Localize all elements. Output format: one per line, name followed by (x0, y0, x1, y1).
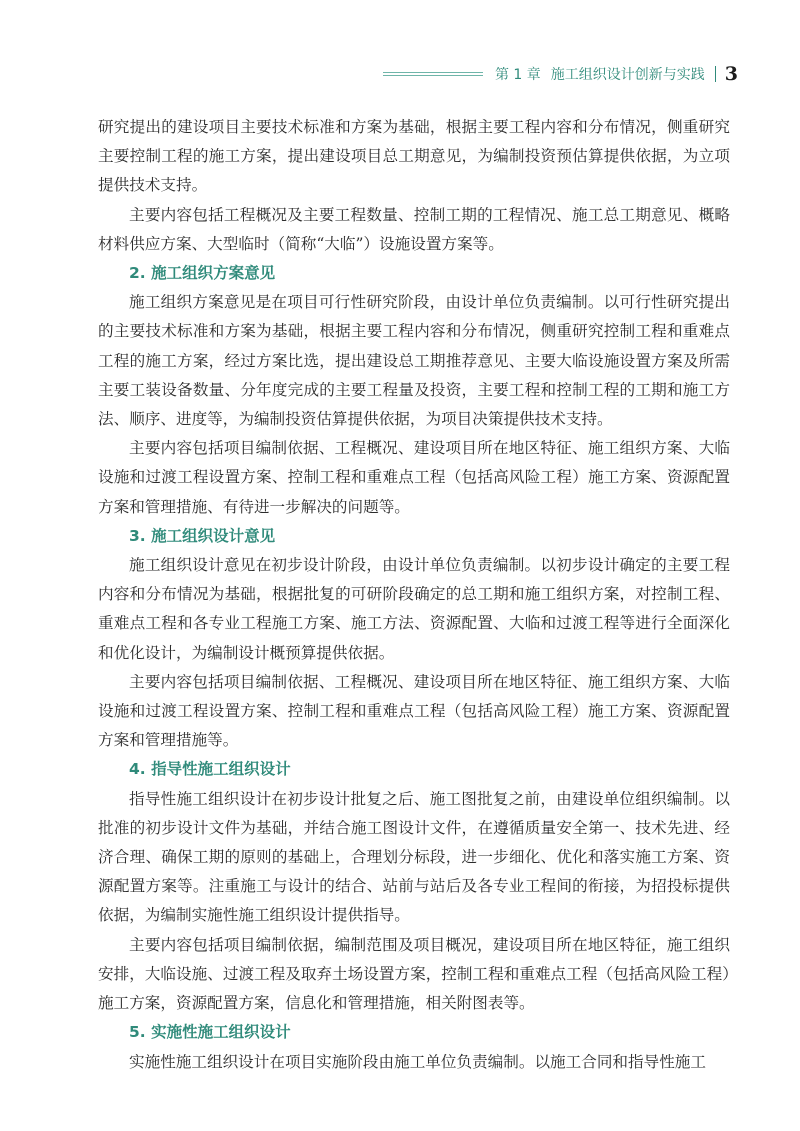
running-header (383, 60, 738, 88)
paragraph: 实施性施工组织设计在项目实施阶段由施工单位负责编制。以施工合同和指导性施工 (129, 1052, 706, 1071)
page-body (98, 113, 730, 1077)
paragraph: 施工组织设计意见在初步设计阶段，由设计单位负责编制。以初步设计确定的主要工程内容和分布情况为基础，根据批复的可研阶段确定的总工期和施工组织方案，对控制工程、重难点工程和各专业工程施工方案、施工方法、资源配置、大临和过渡工程等进行全面深化和优化设计，为编制设计概预算提供依据。 (98, 556, 730, 662)
section-heading: 5. 实施性施工组织设计 (129, 1023, 291, 1042)
section-heading: 4. 指导性施工组织设计 (129, 760, 291, 779)
page-number: 3 (724, 63, 738, 85)
paragraph: 指导性施工组织设计在初步设计批复之后、施工图批复之前，由建设单位组织编制。以批准的初步设计文件为基础，并结合施工图设计文件，在遵循质量安全第一、技术先进、经济合理、确保工期的原则的基础上，合理划分标段，进一步细化、优化和落实施工方案、资源配置方案等。注重施工与设计的结合、站前与站后及各专业工程间的衔接，为招投标提供依据，为编制实施性施工组织设计提供指导。 (98, 789, 730, 925)
paragraph: 主要内容包括项目编制依据、工程概况、建设项目所在地区特征、施工组织方案、大临设施和过渡工程设置方案、控制工程和重难点工程（包括高风险工程）施工方案、资源配置方案和管理措施等。 (98, 672, 730, 750)
paragraph: 研究提出的建设项目主要技术标准和方案为基础，根据主要工程内容和分布情况，侧重研究主要控制工程的施工方案，提出建设项目总工期意见，为编制投资预估算提供依据，为立项提供技术支持。 (98, 118, 730, 195)
section-heading: 3. 施工组织设计意见 (129, 526, 276, 545)
paragraph: 主要内容包括项目编制依据，编制范围及项目概况，建设项目所在地区特征，施工组织安排，大临设施、过渡工程及取弃土场设置方案，控制工程和重难点工程（包括高风险工程）施工方案，资源配置方案，信息化和管理措施，相关附图表等。 (98, 935, 730, 1013)
chapter-title: 施工组织设计创新与实践 (550, 67, 705, 83)
paragraph: 施工组织方案意见是在项目可行性研究阶段，由设计单位负责编制。以可行性研究提出的主要技术标准和方案为基础，根据主要工程内容和分布情况，侧重研究控制工程和重难点工程的施工方案，经过方案比选，提出建设总工期推荐意见、主要大临设施设置方案及所需主要工装设备数量、分年度完成的主要工程量及投资，主要工程和控制工程的工期和施工方法、顺序、进度等，为编制投资估算提供依据，为项目决策提供技术支持。 (98, 293, 730, 429)
header-rule (383, 72, 483, 76)
chapter-label: 第 1 章 (494, 67, 541, 83)
header-separator (715, 66, 716, 82)
paragraph: 主要内容包括工程概况及主要工程数量、控制工期的工程情况、施工总工期意见、概略材料供应方案、大型临时（简称“大临”）设施设置方案等。 (98, 205, 730, 253)
section-heading: 2. 施工组织方案意见 (129, 264, 276, 283)
paragraph: 主要内容包括项目编制依据、工程概况、建设项目所在地区特征、施工组织方案、大临设施和过渡工程设置方案、控制工程和重难点工程（包括高风险工程）施工方案、资源配置方案和管理措施、有待进一步解决的问题等。 (98, 439, 730, 516)
